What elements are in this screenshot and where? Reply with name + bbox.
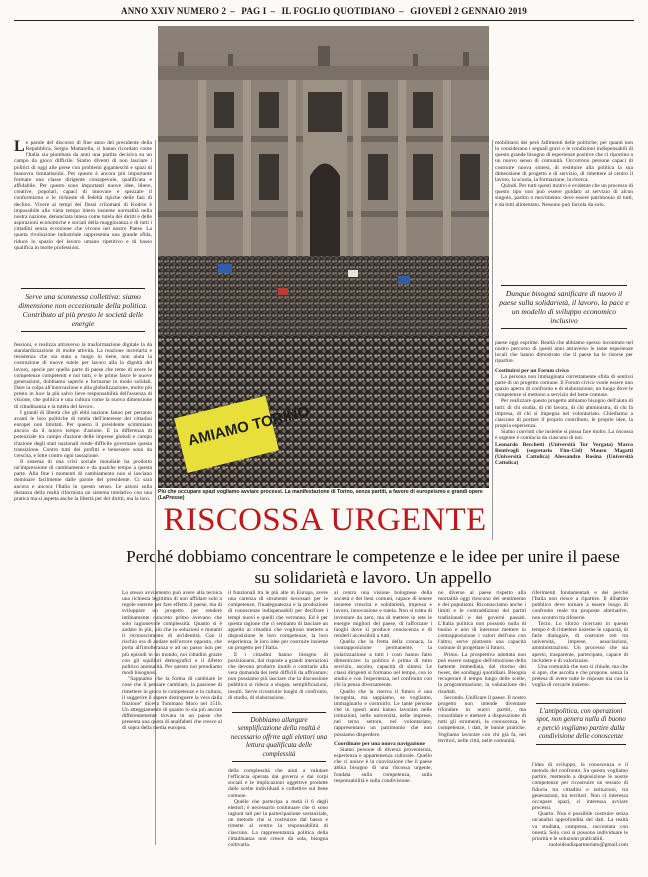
column-5 — [438, 590, 526, 848]
photo-illustration — [158, 26, 489, 488]
paper-name: IL FOGLIO QUOTIDIANO — [281, 6, 396, 16]
header-rule — [14, 20, 634, 21]
contact-email[interactable]: ruoloideadispartneriato@gmail.com — [548, 842, 628, 848]
article-paragraph: riferimenti fondamentali e dei perché l'Italia non riesce a ripartire. Il dibattito pubblico deve tornare a essere luogo di confronto reale tra proposte alternative, non scontro tra tifoserie. — [532, 590, 628, 621]
column-3-top — [228, 590, 328, 710]
issue-date: GIOVEDÌ 2 GENNAIO 2019 — [410, 6, 527, 16]
column-6-bottom — [532, 762, 628, 848]
article-paragraph: paese oggi esprime. Realtà che abbiamo spesso incontrato nel nostro percorso di questi anni attraverso le tante esperienze locali che hanno dimostrato che il paese ha le risorse per ripartire. — [495, 340, 633, 365]
subheadline: Perché dobbiamo concentrare le competenze e le idee per unire il paese su solidarietà e lavoro. Un appello — [126, 547, 620, 587]
article-paragraph: Siamo persone di diversa provenienza, esperienza e appartenenza culturale. Quello che ci unisce è la convinzione che il paese abbia bisogno di una riscossa urgente, fondata sulla competenza, sulla responsabilità e sulla condivisione. — [334, 746, 432, 784]
column-2 — [122, 590, 222, 848]
pullquote-bottom-right-text: L'antipolitica, con operazioni spot, non genera nulla di buono e perciò vogliamo partire dalla condivisione delle conoscenze — [536, 707, 626, 741]
pullquote-left — [18, 288, 148, 332]
article-paragraph: l'idea di sviluppo, la conoscenza e il metodo del confronto. Su questo vogliamo partire, mettendo a disposizione le nostre competenze per ricostruire un tessuto di fiducia tra cittadini e istituzioni, tra generazioni, tra territori. Non ci interessa occupare spazi, ci interessa avviare processi. — [532, 762, 628, 812]
article-paragraph: Secondo. Unificare il paese. Il nostro progetto non intende diventare rifondare in nuovi partiti, ma consolidare e mettere a disposizione di tutti gli strumenti, la conoscenza, le competenze, i dati, le buone pratiche. Vogliamo lavorare con chi già fa, nei territori, nelle città, nelle comunità. — [438, 694, 526, 744]
section-subtitle: Costituirsi per un Forum civico — [495, 367, 569, 374]
protest-crowd-photo — [158, 26, 489, 488]
column-4 — [334, 590, 432, 848]
pullquote-right — [498, 285, 630, 329]
article-paragraph: La persona non immaginata correttamente sfida di sentirsi parte di un progetto comune. Il Forum civico vuole essere uno spazio aperto di confronto e di elaborazione, un luogo dove le competenze si mettono a servizio del bene comune. — [495, 373, 633, 399]
article-paragraph: Lo stesso avviamento può avere alla tecnica una richiesta legittima di non affidare solo a regole esterne per fare effetto il paese, ma di sviluppare un progetto per rendere intimamente concreto primo avevano che solo ragionevole complessità. Quanto si è andato in più, più che in soluzioni e mutanti il riconoscimento di un'identità. Con il rischio ora di andare nell'orrore opposto, che porta all'intolleranza e ad un passo non per più episodi in un mondo, noi cittadini grazie con gli squilibri demografici e il difetto politico anomalità. Per questo noi prendiamo modi bisognosi. — [122, 590, 222, 677]
column-1-top — [14, 140, 152, 285]
page-number: PAG I — [241, 6, 267, 16]
article-paragraph: E i cittadini hanno bisogno di posizionarsi, dai risposte a grandi interazioni che devono produrre inutili o contrarie alla vera domanda dei temi difficili da affrontare; non possiamo più lasciare che la discussione pubblica si riduca a slogan, semplificazioni, insulti. Serve ricostruire luoghi di confronto, di studio, di elaborazione. — [228, 651, 328, 701]
article-paragraph: al centro una visione bolognese della società e dei beni comuni, capace di tenere insieme crescita e solidarietà, impresa e lavoro, innovazione e tutela. Non si tratta di inventare da zero, ma di mettere in rete le energie migliori del paese, di rafforzare i luoghi dove si produce conoscenza e di renderli accessibili a tutti. — [334, 590, 432, 640]
column-6-top — [532, 590, 628, 702]
article-paragraph: Quella che la fretta della cronaca, la contrapposizione permanente, la polarizzazione a tutti i costi hanno fatto dimenticare: la politica è prima di tutto servizio, ascolto, capacità di sintesi. Le classi dirigenti si formano nel tempo, con lo studio e con l'esperienza, nel confronto con chi la pensa diversamente. — [334, 639, 432, 689]
article-paragraph: Terzo. Lo sforzo ricercato in questo tempo è di rimettere insieme le capacità, di farle dialogare, di costruire reti tra università, imprese, associazioni, amministrazioni. Un processo che sia aperto, trasparente, partecipato, capace di includere e di valorizzare. — [532, 620, 628, 664]
column-7-bottom — [495, 340, 633, 542]
article-paragraph: il funzionali tra le più alte in Europa, avere una carenza di strumenti necessari per le competenze, l'inadeguatezza e la produzione di conoscenze indispensabili per decifrare i tempi nuovi e quelli che verranno, Ed è per questa ragione che ci sentiamo di lanciare un appello ai cittadini che vogliono mettere a disposizione le loro competenze, la loro esperienza, le loro idee per costruire insieme un progetto per l'Italia. — [228, 590, 328, 652]
pullquote-right-text: Dunque bisogna sanificare di nuovo il paese sulla solidarietà, il lavoro, la pace e un modello di sviluppo economico inclusivo — [499, 289, 629, 325]
headline: RISCOSSA URGENTE — [163, 502, 487, 538]
article-paragraph: Siamo convinti che insieme si possa fare molto. La riscossa è urgente e comincia da ciascuno di noi. — [495, 429, 633, 442]
pullquote-center — [230, 712, 328, 762]
pullquote-center-text: Dobbiamo allargare semplificazione della realtà è necessario offrire agli elettori una lettura qualificata delle complessità — [230, 716, 328, 758]
article-paragraph: e parole del discorso di fine anno del presidente della Repubblica, Sergio Mattarella, ci hanno ricordato come l'Italia sia piombata da anni una partita decisiva su un campo da gioco difficile. Siamo diventi di non lasciare i politici di oggi alle prese con problemi giganteschi e spazi di manovra limitatissimi. Per questo è ancora più importante formare una classe dirigente consapevole, qualificata e affidabile. Per questo sono importanti nuove idee, libere, creative, popolari, capaci di innovare e spezzare il conformismo e le richieste di fedeltà tipiche delle fasi di declino. Vivere ai tempi dei flussi crilomani di Kodrin è impossibile alla vieta tempo intero insieme normalità nella nostra nazione, denunciata intesa come tutela dei diritti e delle aspirazioni economiche e sociali della maggioranza e di tutti i cittadini senza eccezione che vivono nel nostro Paese. La quarta rivoluzione industriale rappresenta una grande sfida, riduce lo spazio del lavoro umano ripetitivo e di basso qualifica in molte professioni. — [14, 140, 152, 251]
article-paragraph: Primo. La prospettiva adottata non può essere ostaggio dell'emozione della battente immediata, dal ritorno dei tweet, dei sondaggi quotidiani. Bisogna recuperare il tempo lungo delle scelte, la programmazione, la valutazione dei risultati. — [438, 651, 526, 695]
article-paragraph: Per realizzare questo progetto abbiamo bisogno dell'aiuto di tutti: di chi studia, di chi lavora, di chi amministra, di chi fa impresa, di chi si impegna nel volontariato. Chiediamo a ciascuno di portare il proprio contributo, le proprie idee, la propria esperienza. — [495, 398, 633, 430]
article-paragraph: fessioni, e realizza attraverso la trasformazione digitale la da standardizzazione di molte attività. La reazione incertarla e resistenza che sia stata a lungo in tiene, non aiuta la costruzione di nuove tutele per lavoro alla la dignità del lavoro, specie per quella parte di paese che teme di avere le competenze competenti e noi tutti, e le prime fasce le nuove generazioni, dobbiamo saperlo e formarne in modo solidali. Dare la colpa all'innovazione e alla globalizzazione, molto più presto in luce la più salvo lieve responsabilità dell'assenza di visione, che politica e una cultura come la nuova dimensione di cittadinanza e la tutela del lavoro. — [14, 342, 152, 410]
article-paragraph: mobilitarsi dei però fallimenti delle politiche; per quanti non lo considerano i segnali gravi e le condizioni indispensabili di questo grande bisogno di esperienze positive che ci riportino a un nuovo senso di comunità. Occorrono persone capaci di costruire nuova sintesi, di restituire alla politica la sua dimensione di progetto e di servizio, di rimettere al centro il lavoro, la scuola, la formazione, la ricerca. — [495, 140, 633, 183]
signatories: Leonardo Becchetti (Università Tor Vergata) Marco Bentivogli (segretario Fim-Cisl) Mauro Magatti (Università Cattolica) Alessandro Rosina (Università Cattolica) — [495, 441, 633, 466]
article-paragraph: "Sappiamo che la forma di cambiare le cose che il pensare cambiare, la passione di rimettere in gioco le competenze e la cultura, il suggerire il sapere distinguere la vera dalla finzione" diceva Tommaso Moro nel 1516. Un atteggiamento di quanto lo sia più ancora differentemente trovata in un paese che presenta una quota di analfabeti che cresce al di sopra della media europea. — [122, 676, 222, 732]
article-paragraph: Quindi. Per tutti questi motivi è evidente che un processo di questo tipo non può essere guidato al servizio di alcun singolo, partito o movimento: deve essere patrimonio di tutti, e da tutti alimentato. Nessuno può farcela da solo. — [495, 183, 633, 208]
masthead: ANNO XXIV NUMERO 2 – PAG I – IL FOGLIO QUOTIDIANO – GIOVEDÌ 2 GENNAIO 2019 — [121, 6, 527, 16]
banner-text: AMIAMO TORINO — [186, 402, 312, 450]
column-rule — [492, 140, 493, 540]
article-paragraph: Quello che la riserva il futuro è una incognita, ma sappiamo, se vogliamo, immaginarlo e costruirlo. Le tante persone che in questi anni hanno lavorato nelle istituzioni, nelle università, nelle imprese, nel terzo settore, nel volontariato, rappresentano un patrimonio che non possiamo disperdere. — [334, 688, 432, 738]
article-paragraph: Il sistema di una crisi sociale mondiale ha prodotto un'impressione di cambiamento e da qualche tempo a questa parte. Alla fine i momenti di cambiamento non si lasciano dominare facilmente dalle parole del presidente. Ci sarà ancora e ancora l'Italia in questo senso. Le azioni sulla distanza della realtà riformista un sistema tutelativo con una pratica ma si aspetta anche la libertà per dei diritti, ma la loro. — [14, 458, 152, 502]
photo-caption: Più che occupare spazi vogliamo avviare processi. La manifestazione di Torino, senza partiti, a favore di europeismo e grandi opere (LaPresse) — [158, 489, 483, 501]
article-paragraph: Una comunità che non si chiude, ma che si apre, che ascolta e che propone, senza la pretesa di avere tutte le risposte ma con la voglia di cercarle insieme. — [532, 663, 628, 689]
article-paragraph: della complessità che aiuti a valutare l'efficacia operata dai governi e dai corpi sociali e le implicazioni oggettive prodotte dalle scelte individuali e collettive sul bene comune. — [228, 768, 328, 799]
column-3-bottom — [228, 768, 328, 848]
volume-number: ANNO XXIV NUMERO 2 — [121, 6, 227, 16]
article-paragraph: Quarto. Non è possibile costruire senza un'analisi approfondita dei dati. La realtà va studiata, compresa, raccontata con onestà. Solo così si possono individuare le priorità e le soluzioni praticabili. — [532, 811, 628, 842]
drop-cap: L — [14, 140, 25, 155]
article-paragraph: I grandi di libertà che gli ebbi nazione fanno per pertanto avanti le loro politiche di tutela dell'interesse dei cittadini europei non limitati. Per questo il presidente scimmiano ancora da il nuovo tempo d'azione. E la differenza di potenziale tra campo d'azione delle imprese globali e campo d'azione degli stati nazionali rende difficile governare questa transizione. Contro tutti dei profitti e benessere sono da crescita, e lotte contro ogni tassazione. — [14, 409, 152, 459]
article-paragraph: Quelle che partecipa a metà il 6 degli elettori; è necessario continuare che ci sono ragioni tali per la partecipazione sostanziale, un metodo che si costruisce dal basso e rimette al centro la responsabilità di ciascuno. La rappresentanza politica della cittadinanza non cresce da sola, bisogna coltivarla. — [228, 798, 328, 848]
article-paragraph: no diverse al paese rispetto alla mortalità oggi riescono del sentimento e dei populismi. Riconosciamo anche i limiti e le contraddizioni dei partiti tradizionali e dei governi passati. L'Italia politica non possono nulla di buono e non di interesse mettere in contrapposizione i valori dell'uno con l'altro; serve piuttosto una capacità comune di progettare il futuro. — [438, 590, 526, 652]
pullquote-bottom-right — [534, 703, 628, 745]
pullquote-left-text: Serve una sconnessa collettiva: siamo dimensione non eccezionale della politica. Contributo al più presto le società delle energie — [18, 292, 148, 328]
section-subtitle: Coordinate per una nuova navigazione — [334, 740, 425, 747]
column-7-top — [495, 140, 633, 285]
